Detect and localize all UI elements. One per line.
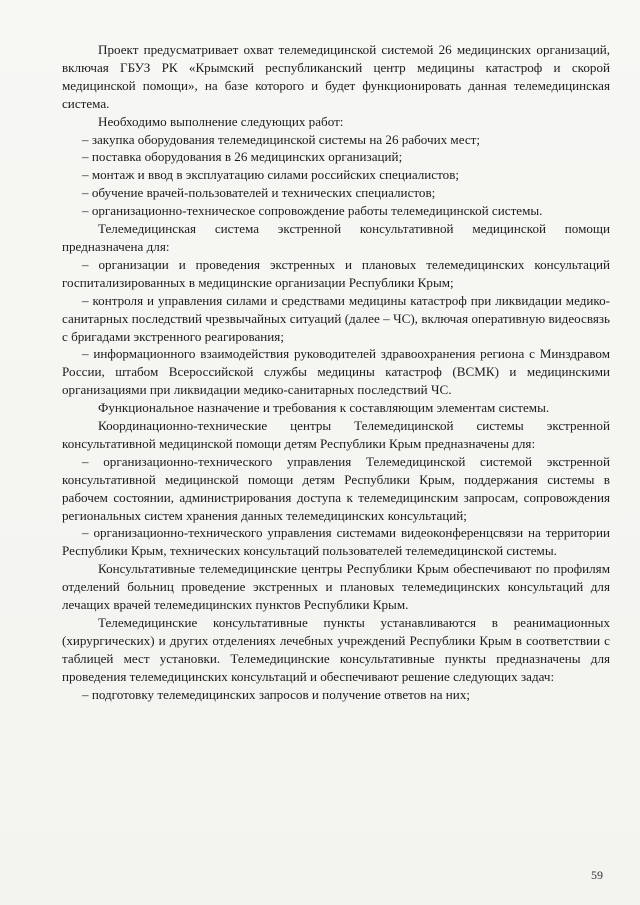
paragraph: Консультативные телемедицинские центры Республики Крым обеспечивают по профилям отделений больниц проведение экстренных и плановых телемедицинских консультаций для лечащих врачей телемедицинских пунктов Республики Крым. bbox=[62, 561, 610, 613]
list-item: – организации и проведения экстренных и плановых телемедицинских консультаций госпитализированных в медицинские организации Республики Крым; bbox=[62, 256, 610, 290]
paragraph: Телемедицинские консультативные пункты устанавливаются в реанимационных (хирургических) и других отделениях лечебных учреждений Республики Крым в соответствии с таблицей мест установки. Телемедицинские консультативные пункты предназначены для проведения телемедицинских консультаций и обеспечивают решение следующих задач: bbox=[62, 615, 610, 684]
paragraph: Необходимо выполнение следующих работ: bbox=[98, 113, 344, 129]
list-item: – подготовку телемедицинских запросов и получение ответов на них; bbox=[82, 686, 470, 702]
list-item: – организационно-технического управления системами видеоконференцсвязи на территории Республики Крым, технических консультаций пользователей телемедицинской системы. bbox=[62, 525, 610, 559]
list-item: – поставка оборудования в 26 медицинских организаций; bbox=[82, 149, 403, 165]
list-item: – контроля и управления силами и средствами медицины катастроф при ликвидации медико-санитарных последствий чрезвычайных ситуаций (далее – ЧС), включая оперативную видеосвязь с бригадами экстренного реагирования; bbox=[62, 292, 610, 344]
document-body bbox=[62, 41, 610, 704]
list-item: – обучение врачей-пользователей и технических специалистов; bbox=[82, 185, 436, 201]
paragraph: Координационно-технические центры Телемедицинской системы экстренной консультативной медицинской помощи детям Республики Крым предназначены для: bbox=[62, 418, 610, 451]
list-item: – закупка оборудования телемедицинской системы на 26 рабочих мест; bbox=[82, 131, 481, 147]
list-item: – монтаж и ввод в эксплуатацию силами российских специалистов; bbox=[82, 167, 460, 183]
paragraph: Функциональное назначение и требования к составляющим элементам системы. bbox=[98, 400, 550, 416]
paragraph: Телемедицинская система экстренной консультативной медицинской помощи предназначена для: bbox=[62, 221, 610, 254]
list-item: – организационно-технического управления Телемедицинской системой экстренной консультативной медицинской помощи детям Республики Крым, поддержания системы в рабочем состоянии, администрирования доступа к телемедицинским запросам, сопровождения региональных систем хранения данных телемедицинских консультаций; bbox=[62, 453, 610, 523]
page-number: 59 bbox=[591, 868, 603, 882]
list-item: – организационно-техническое сопровождение работы телемедицинской системы. bbox=[82, 203, 543, 219]
list-item: – информационного взаимодействия руководителей здравоохранения региона с Минздравом России, штабом Всероссийской службы медицины катастроф (ВСМК) и медицинскими организациями при ликвидации медико-санитарных последствий ЧС. bbox=[62, 346, 610, 398]
paragraph: Проект предусматривает охват телемедицинской системой 26 медицинских организаций, включая ГБУЗ РК «Крымский республиканский центр медицины катастроф и скорой медицинской помощи», на базе которого и будет функционировать данная телемедицинская система. bbox=[62, 42, 610, 111]
